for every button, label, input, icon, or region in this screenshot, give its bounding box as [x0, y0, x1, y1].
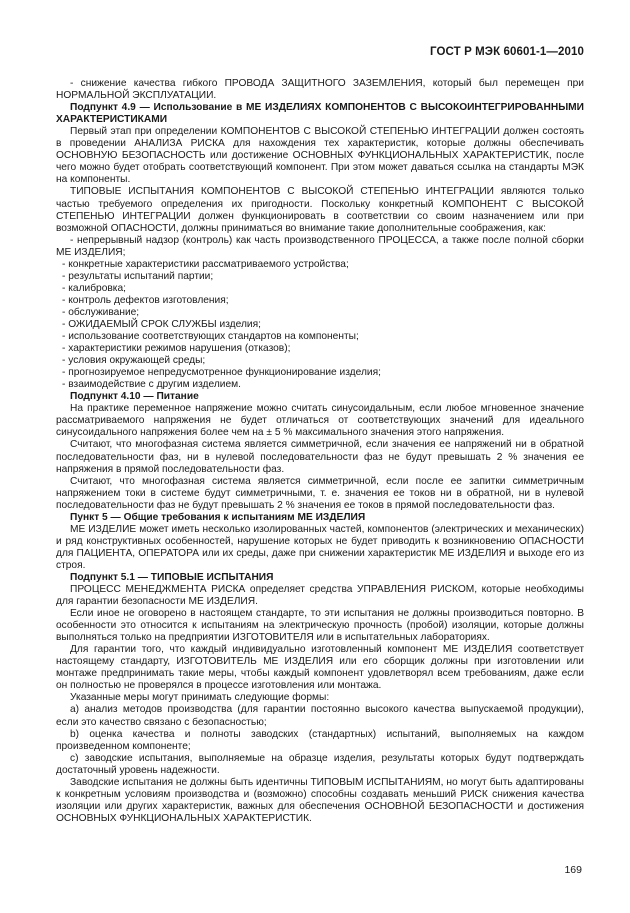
paragraph: Указанные меры могут принимать следующие формы: [70, 692, 330, 704]
list-item: - условия окружающей среды; [62, 355, 206, 367]
page-number: 169 [564, 864, 582, 876]
paragraph: Первый этап при определении КОМПОНЕНТОВ С ВЫСОКОЙ СТЕПЕНЬЮ ИНТЕГРАЦИИ должен состоять в проведении АНАЛИЗА РИСКА для нахождения тех характеристик, которые должны обеспечивать ОСНОВНУЮ БЕЗОПАСНОСТЬ или достижение ОСНОВНЫХ ФУНКЦИОНАЛЬНЫХ ХАРАКТЕРИСТИК, после чего можно будет отобрать соответствующий компонент. При этом может даваться ссылка на стандарты МЭК на компоненты. [56, 126, 584, 186]
list-item: - обслуживание; [62, 306, 140, 318]
list-item: - конкретные характеристики рассматриваемого устройства; [62, 258, 349, 270]
list-item: - контроль дефектов изготовления; [62, 294, 229, 306]
standard-header: ГОСТ Р МЭК 60601-1—2010 [430, 46, 584, 58]
list-item: - характеристики режимов нарушения (отказов); [62, 343, 291, 355]
paragraph: - непрерывный надзор (контроль) как часть производственного ПРОЦЕССА, а также после полной сборки МЕ ИЗДЕЛИЯ; [56, 234, 584, 258]
list-item: - прогнозируемое непредусмотренное функционирование изделия; [62, 367, 381, 379]
list-item: - результаты испытаний партии; [62, 270, 214, 282]
section-heading: Подпункт 5.1 — ТИПОВЫЕ ИСПЫТАНИЯ [70, 571, 274, 583]
list-item: - взаимодействие с другим изделием. [62, 379, 241, 391]
paragraph: с) заводские испытания, выполняемые на образце изделия, результаты которых будут подтверждать достаточный уровень надежности. [56, 752, 584, 776]
paragraph: а) анализ методов производства (для гарантии постоянно высокого качества выпускаемой продукции), если это качество связано с безопасностью; [56, 704, 584, 728]
document-body [56, 78, 584, 825]
list-item: - использование соответствующих стандартов на компоненты; [62, 331, 359, 343]
paragraph: ТИПОВЫЕ ИСПЫТАНИЯ КОМПОНЕНТОВ С ВЫСОКОЙ СТЕПЕНЬЮ ИНТЕГРАЦИИ являются только частью требуемого определения их пригодности. Поскольку конкретный КОМПОНЕНТ С ВЫСОКОЙ СТЕПЕНЬЮ ИНТЕГРАЦИИ должен функционировать в соответствии со своим назначением или при возможной ОПАСНОСТИ, должны приниматься во внимание такие дополнительные соображения, как: [56, 186, 584, 234]
list-item: - калибровка; [62, 282, 126, 294]
paragraph: Заводские испытания не должны быть идентичны ТИПОВЫМ ИСПЫТАНИЯМ, но могут быть адаптированы к конкретным условиям производства и (возможно) способны создавать меньший РИСК снижения качества изоляции или других характеристик, важных для обеспечения ОСНОВНОЙ БЕЗОПАСНОСТИ и достижения ОСНОВНЫХ ФУНКЦИОНАЛЬНЫХ ХАРАКТЕРИСТИК. [56, 776, 584, 824]
paragraph: Для гарантии того, что каждый индивидуально изготовленный компонент МЕ ИЗДЕЛИЯ соответствует настоящему стандарту, ИЗГОТОВИТЕЛЬ МЕ ИЗДЕЛИЯ или его сборщик должны при изготовлении или монтаже предпринимать такие меры, чтобы каждый компонент удовлетворял всем требованиям, даже если он полностью не проверялся в процессе изготовления или монтажа. [56, 644, 584, 692]
list-item: - ОЖИДАЕМЫЙ СРОК СЛУЖБЫ изделия; [62, 318, 261, 330]
section-heading: Пункт 5 — Общие требования к испытаниям МЕ ИЗДЕЛИЯ [70, 511, 366, 523]
paragraph: Считают, что многофазная система является симметричной, если после ее запитки симметричным напряжением токи в системе будут симметричными, т. е. значения ее токов ни в обратной, ни в нулевой последовательности фаз не будут превышать 2 % значения ее токов в прямой последовательности фаз. [56, 475, 584, 511]
paragraph: b) оценка качества и полноты заводских (стандартных) испытаний, выполняемых на каждом произведенном компоненте; [56, 728, 584, 752]
paragraph: Если иное не оговорено в настоящем стандарте, то эти испытания не должны производиться повторно. В особенности это относится к испытаниям на электрическую прочность (пробой) изоляции, которые должны выполняться только на предприятии ИЗГОТОВИТЕЛЯ или в испытательных лабораториях. [56, 608, 584, 644]
section-heading: Подпункт 4.10 — Питание [70, 391, 199, 403]
paragraph: На практике переменное напряжение можно считать синусоидальным, если любое мгновенное значение рассматриваемого напряжения не будет отличаться от соответствующих значений для идеального синусоидального напряжения более чем на ± 5 % максимального значения этого напряжения. [56, 403, 584, 439]
paragraph: МЕ ИЗДЕЛИЕ может иметь несколько изолированных частей, компонентов (электрических и механических) и ряд конструктивных особенностей, нарушение которых не будет приводить к возникновению ОПАСНОСТИ для ПАЦИЕНТА, ОПЕРАТОРА или их среды, даже при снижении характеристик МЕ ИЗДЕЛИЯ и выходе его из строя. [56, 523, 584, 571]
paragraph: Считают, что многофазная система является симметричной, если значения ее напряжений ни в обратной последовательности фаз, ни в нулевой последовательности фаз не будут превышать 2 % значения ее напряжения в прямой последовательности фаз. [56, 439, 584, 475]
paragraph: ПРОЦЕСС МЕНЕДЖМЕНТА РИСКА определяет средства УПРАВЛЕНИЯ РИСКОМ, которые необходимы для гарантии безопасности МЕ ИЗДЕЛИЯ. [56, 584, 584, 608]
paragraph: - снижение качества гибкого ПРОВОДА ЗАЩИТНОГО ЗАЗЕМЛЕНИЯ, который был перемещен при НОРМАЛЬНОЙ ЭКСПЛУАТАЦИИ. [56, 78, 584, 102]
section-heading: Подпункт 4.9 — Использование в МЕ ИЗДЕЛИЯХ КОМПОНЕНТОВ С ВЫСОКОИНТЕГРИРОВАННЫМИ ХАРАКТЕРИСТИКАМИ [56, 102, 584, 126]
